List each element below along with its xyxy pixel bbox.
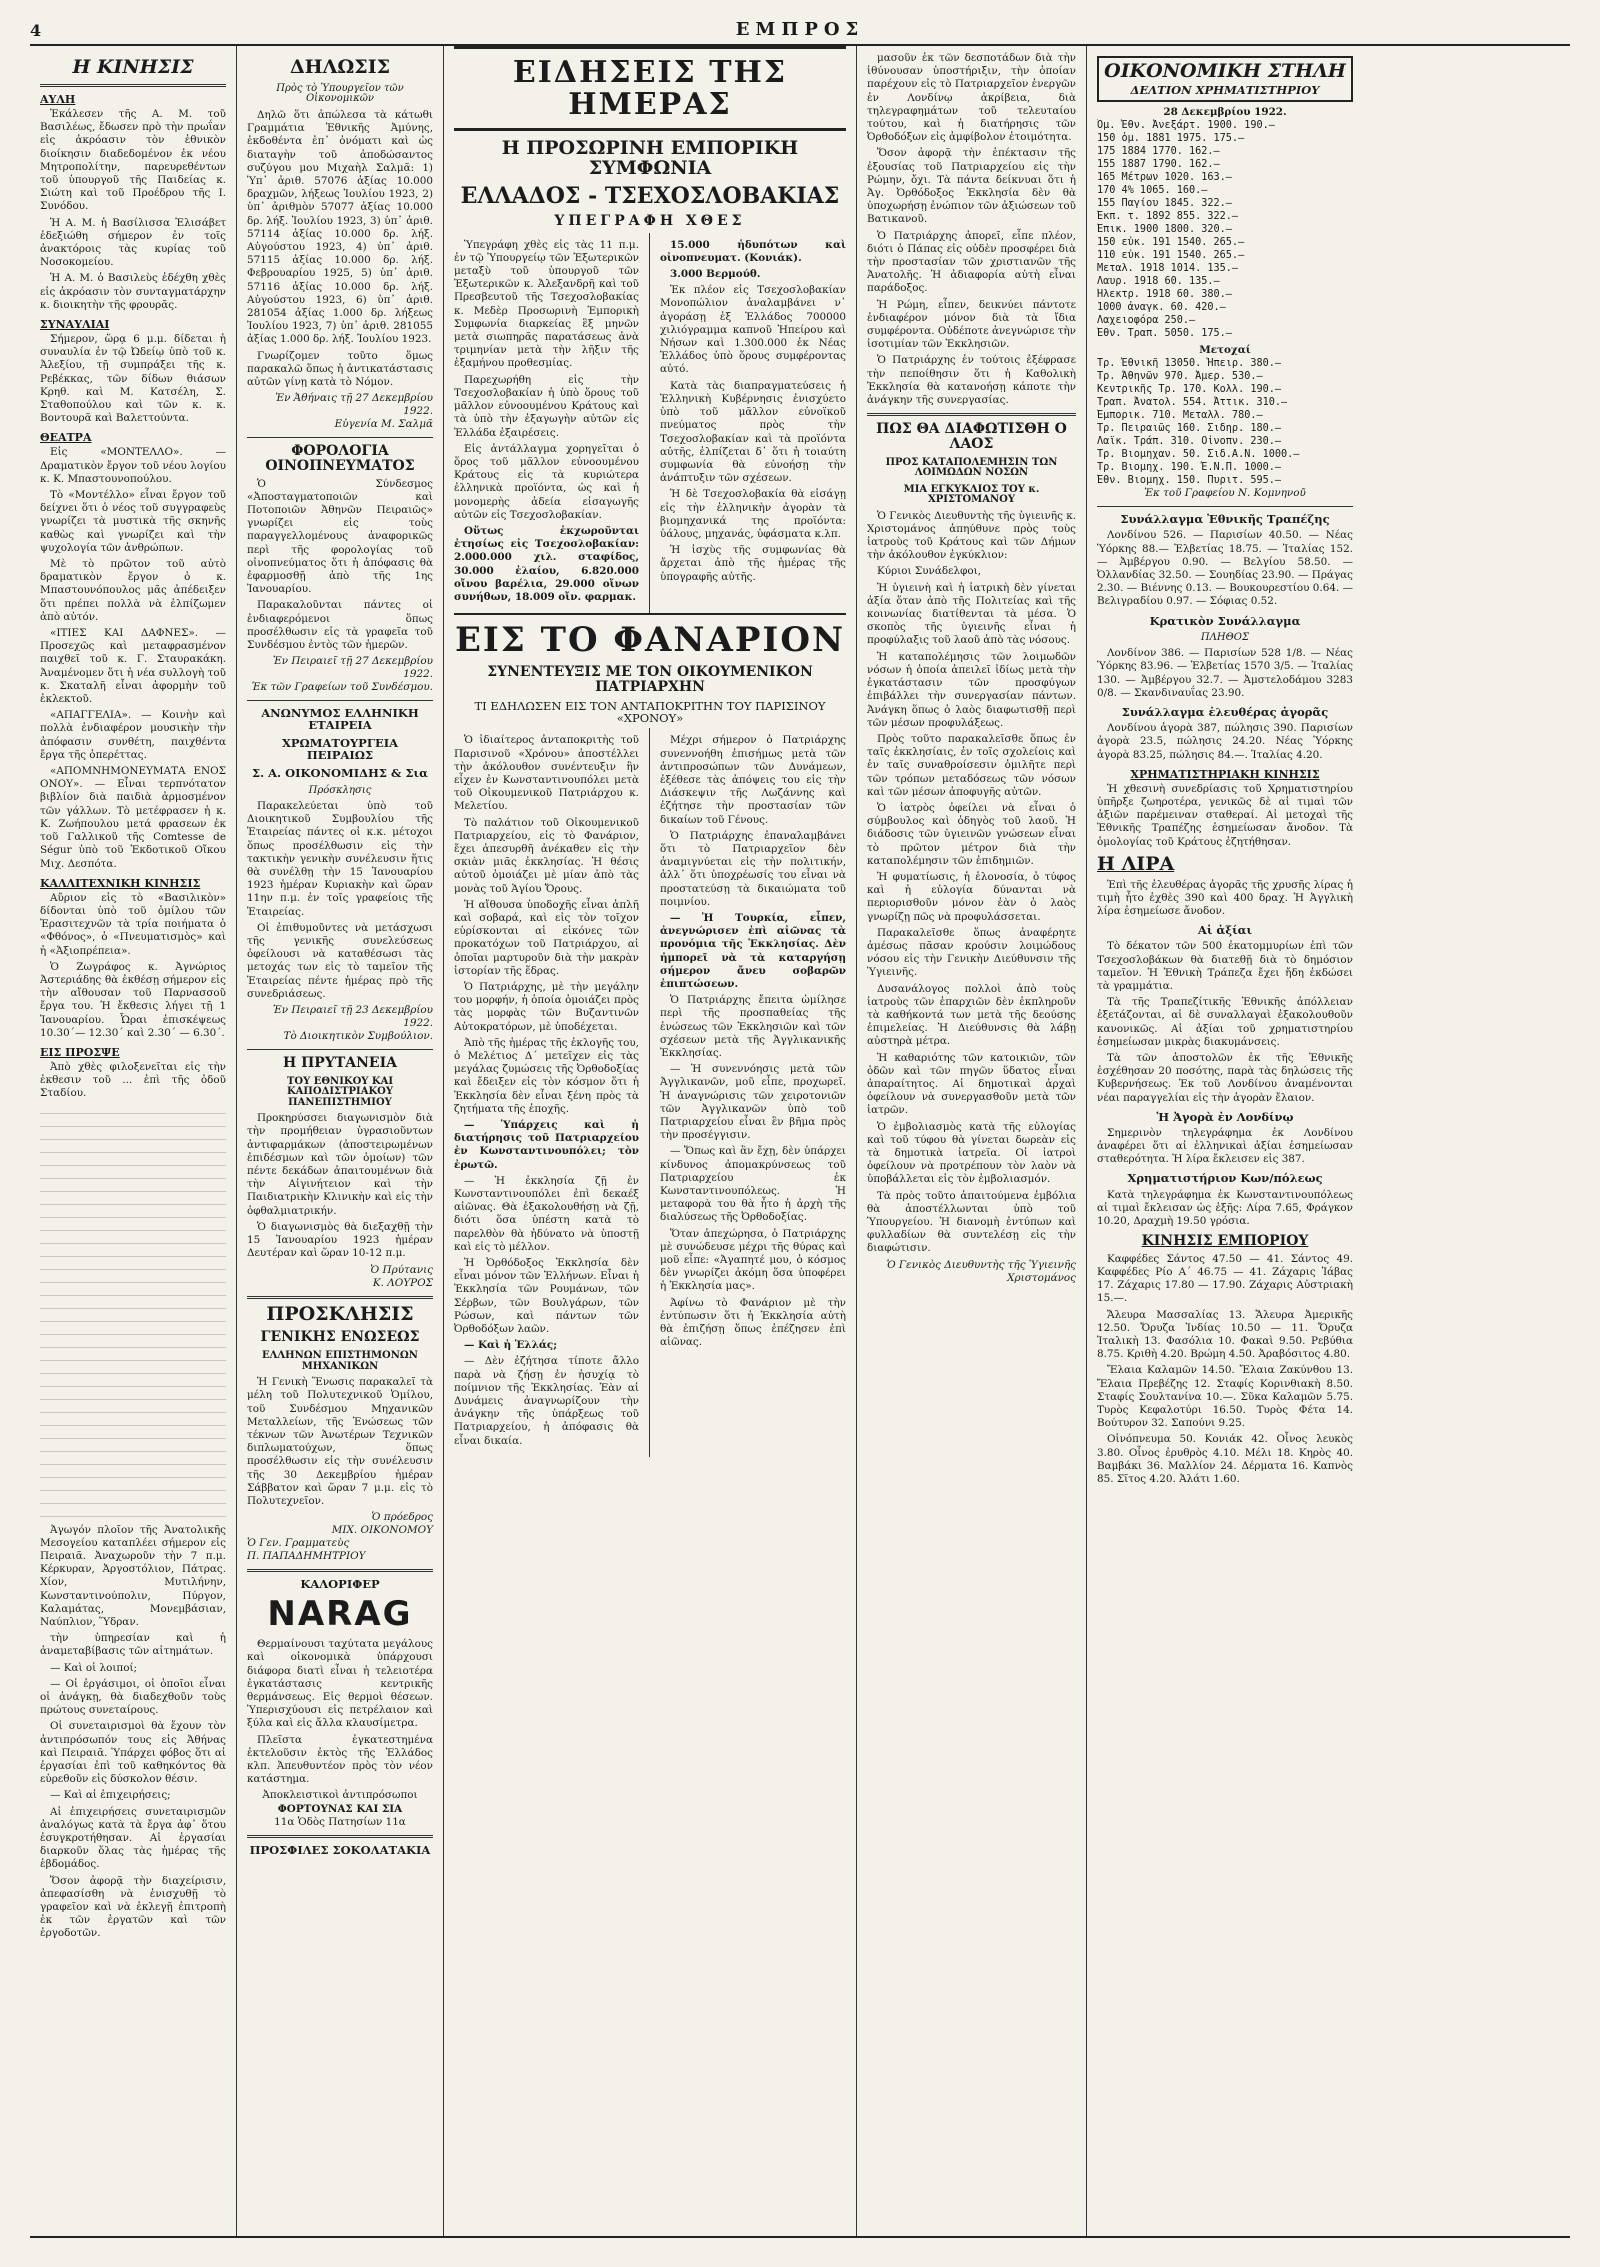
signature-line: Ὁ πρόεδρος: [371, 1511, 433, 1524]
paragraph: Αὔριον εἰς τὸ «Βασιλικὸν» δίδονται ὑπὸ τοῦ ὁμίλου τῶν Ἐρασιτεχνῶν τὰ τρία ποιήματα ὁ «Φθόνος», ὁ «Πνευματισμὸς» καὶ ἡ «Ἀξιοπρέπεια».: [40, 891, 226, 957]
divider: [454, 613, 846, 615]
quote-row: 165 Μέτρων 1020. 163.—: [1097, 172, 1232, 184]
paragraph: Ἐκάλεσεν τῆς Α. Μ. τοῦ Βασιλέως, ἔδωσεν πρὸ τὴν πρωΐαν εἰς ἀκρόασιν τὸν ἐθνικὸν διοίκησιν διαδεδομένον ἐκ νέου Μητροπολίτην, παρευρεθέντων τοῦ ὑπουργοῦ τῆς Παιδείας κ. Σιώτη καὶ τοῦ Προέδρου τῆς Ι. Συνόδου.: [40, 107, 226, 213]
quote-row: Ἡλεκτρ. 1918 60. 380.—: [1097, 289, 1232, 301]
notice-subheading: Πρὸς τὸ Ὑπουργεῖον τῶν Οἰκονομικῶν: [276, 82, 404, 105]
quote-row: 1000 ἀναγκ. 60. 420.—: [1097, 302, 1226, 314]
paragraph: Δυσανάλογος πολλοὶ ἀπὸ τοὺς ἰατροὺς τῶν ἐπαρχιῶν δὲν ἐκπληροῦν τὰ καθήκοντά των μετὰ τῆς δεούσης ἐπιμελείας. Ἡ Διεύθυνσις θὰ λάβῃ αὐστηρὰ μέτρα.: [867, 982, 1076, 1048]
paragraph: Μὲ τὸ πρῶτον τοῦ αὐτὸ δραματικὸν ἔργον ὁ κ. Μπαστουνόπουλος μᾶς ἀπέδειξεν ὅτι πρέπει πολλὰ νὰ ἐλπίζωμεν ἀπὸ αὐτόν.: [40, 558, 226, 623]
quote-row: 155 Παγίου 1845. 322.—: [1097, 198, 1232, 210]
paragraph: Εἰς «ΜΟΝΤΕΛΛΟ». — Δραματικὸν ἔργον τοῦ νέου λογίου κ. Κ. Μπαστουνοπούλου.: [40, 446, 226, 485]
economic-heading: ΟΙΚΟΝΟΜΙΚΗ ΣΤΗΛΗ: [1104, 60, 1346, 82]
divider: [247, 1049, 433, 1050]
notice-subheading: Πρόσκλησις: [308, 784, 372, 796]
lead-headline: Η ΠΡΟΣΩΡΙΝΗ ΕΜΠΟΡΙΚΗ ΣΥΜΦΩΝΙΑ: [501, 137, 799, 179]
section-title: Η ΛΙΡΑ: [1097, 852, 1175, 875]
paragraph: Παρεχωρήθη εἰς τὴν Τσεχοσλοβακίαν ἡ ὑπὸ ὅρους τοῦ μᾶλλον εὐνοουμένου Κράτους καὶ τὰ ὑπὸ τὴν ἐξαγωγὴν αὐτῶν εἰς Ἑλλάδα ἐξαιρέσεις.: [454, 373, 639, 439]
quote-row: Ὁμ. Ἐθν. Ἀνεξάρτ. 1900. 190.—: [1097, 120, 1275, 132]
lead-headline-2: ΕΛΛΑΔΟΣ - ΤΣΕΧΟΣΛΟΒΑΚΙΑΣ: [460, 182, 840, 209]
quote-row: Τρ. Ἀθηνῶν 970. Ἀμερ. 530.—: [1097, 371, 1263, 383]
paragraph: Δηλῶ ὅτι ἀπώλεσα τὰ κάτωθι Γραμμάτια Ἐθνικῆς Ἀμύνης, ἐκδοθέντα ἐπ᾽ ὀνόματι καὶ ὡς διαταγὴν τοῦ ἀποδώσαντος συζύγου μου Μιχαὴλ Σαλμᾶ: 1) Ὑπ᾽ ἀριθ. 57076 ἀξίας 10.000 δραχμῶν, λήξεως Ἰουλίου 1923, 2) ὑπ᾽ ἀριθμὸν 57077 ἀξίας 10.000 δρ. λήξ. Ἰουλίου 1923, 3) ὑπ᾽ ἀριθ. 57114 ἀξίας 10.000 δρ. λήξ. Αὐγούστου 1923, 4) ὑπ᾽ ἀριθ. 57115 ἀξίας 10.000 δρ. λήξ. Φεβρουαρίου 1925, 5) ὑπ᾽ ἀριθ. 57116 ἀξίας 10.000 δρ. λήξ. Αὐγούστου 1923, 6) ὑπ᾽ ἀριθ. 281054 ἀξίας 1.000 δρ. λήξεως Ἰουλίου 1923, 7) ὑπ᾽ ἀριθ. 281055 ἀξίας 1.000 δρ. λήξ. Ἰουλίου 1923.: [247, 108, 433, 346]
bond-quotes: [1097, 119, 1353, 340]
health-subheadline-2: ΜΙΑ ΕΓΚΥΚΛΙΟΣ ΤΟΥ κ. ΧΡΙΣΤΟΜΑΝΟΥ: [903, 483, 1040, 506]
paragraph: Σημερινὸν τηλεγράφημα ἐκ Λονδίνου ἀναφέρει ὅτι αἱ ἑλληνικαὶ ἀξίαι ἐσημείωσαν σταθερότητα. Ἡ λίρα ἔκλεισεν εἰς 387.: [1097, 1126, 1353, 1166]
banner-title: ΕΙΔΗΣΕΙΣ ΤΗΣ ΗΜΕΡΑΣ: [512, 55, 788, 122]
section-title: ΑΥΛΗ: [40, 92, 76, 106]
paragraph: — Ἡ Τουρκία, εἶπεν, ἀνεγνώρισεν ἐπὶ αἰῶνας τὰ προνόμια τῆς Ἐκκλησίας. Δὲν ἠμπορεῖ νὰ τὰ καταργήσῃ σήμερον ἄνευ σοβαρῶν ἐπιπτώσεων.: [660, 911, 846, 990]
quote-row: 150 ὁμ. 1881 1975. 175.—: [1097, 133, 1245, 145]
section-title: Συνάλλαγμα ἐλευθέρας ἀγορᾶς: [1121, 705, 1329, 720]
quote-row: Ἐκπ. τ. 1892 855. 322.—: [1097, 211, 1239, 223]
paragraph: Εἰς ἀντάλλαγμα χορηγεῖται ὁ ὅρος τοῦ μᾶλλον εὐνοουμένου Κράτους εἰς τὰ κυριώτερα ἐλληνικὰ προϊόντα, ὡς καὶ ἡ μονομερὴς ἀδεία εἰσαγωγῆς αὐτῶν εἰς Τσεχοσλοβακίαν.: [454, 442, 639, 521]
bulletin-date: 28 Δεκεμβρίου 1922.: [1163, 106, 1287, 118]
notice-subheading: ΧΡΩΜΑΤΟΥΡΓΕΙΑ ΠΕΙΡΑΙΩΣ: [281, 736, 399, 763]
economic-subheading: ΔΕΛΤΙΟΝ ΧΡΗΜΑΤΙΣΤΗΡΙΟΥ: [1130, 82, 1320, 97]
ad-address: 11α Ὁδὸς Πατησίων 11α: [274, 1815, 406, 1828]
masthead: [30, 0, 1570, 46]
quote-row: 150 εὐκ. 191 1540. 265.—: [1097, 237, 1245, 249]
paragraph: Ἡ Ρώμη, εἶπεν, δεικνύει πάντοτε ἐνδιαφέρον μόνον διὰ τὰ ἴδια συμφέροντα. Οὐδέποτε ἀνεγνώρισε τὴν ἰσοτιμίαν τῶν Ἐκκλησιῶν.: [867, 298, 1076, 351]
paragraph: Οἰνόπνευμα 50. Κονιάκ 42. Οἶνος λευκὸς 3.80. Οἶνος ἐρυθρὸς 4.10. Μέλι 18. Κηρὸς 40. Βαμβάκι 36. Μαλλίον 24. Δέρματα 16. Καπνὸς 85. Σῖτος 4.20. Ἀλάτι 1.60.: [1097, 1433, 1353, 1486]
paragraph: τὴν ὑπηρεσίαν καὶ ἡ ἀναμεταβίβασις τῶν αἰτημάτων.: [40, 1632, 226, 1658]
paragraph: Ἀπὸ τῆς ἡμέρας τῆς ἐκλογῆς του, ὁ Μελέτιος Δ΄ μετεῖχεν εἰς τὰς μεγάλας ζυμώσεις τῆς Ὀρθοδοξίας καὶ ἔδειξεν εἰς τὸν κόσμον ὅτι ἡ Ἐκκλησία δὲν εἶναι ξένη πρὸς τὰ ζητήματα τῆς ἐποχῆς.: [454, 1036, 639, 1115]
paragraph: Πρὸς τοῦτο παρακαλεῖσθε ὅπως ἐν ταῖς ἐκκλησίαις, ἐν τοῖς σχολείοις καὶ ἐν ταῖς συναθροίσεσιν ὁμιλῆτε περὶ τῶν τρόπων μεταδόσεως τῶν νόσων καὶ τῶν μέσων ἀποφυγῆς αὐτῶν.: [867, 732, 1076, 798]
quote-row: 110 εὐκ. 191 1540. 265.—: [1097, 250, 1245, 262]
lead-article-left: [444, 233, 650, 613]
masthead-title: ΕΜΠΡΟΣ: [735, 19, 865, 40]
section-title: ΚΑΛΛΙΤΕΧΝΙΚΗ ΚΙΝΗΣΙΣ: [40, 876, 201, 890]
divider: [247, 1569, 433, 1572]
paragraph: Ὁ ἰατρὸς ὀφείλει νὰ εἶναι ὁ σύμβουλος καὶ ὁδηγὸς τοῦ λαοῦ. Ἡ διάδοσις τῶν ὑγιεινῶν γνώσεων εἶναι τὸ πρῶτον μέτρον διὰ τὴν καταπολέμησιν τῶν ἐπιδημιῶν.: [867, 801, 1076, 867]
ad-address: Ἀποκλειστικοὶ ἀντιπρόσωποι: [262, 1789, 418, 1802]
quote-row: Τρ. Βιομηχ. 190. Ἐ.Ν.Π. 1000.—: [1097, 462, 1282, 474]
paragraph: Κατὰ τὰς διαπραγματεύσεις ἡ Ἑλληνικὴ Κυβέρνησις ἐνισχύετο ὑπὸ τοῦ μᾶλλον εὐνοϊκοῦ πνεύματος πρὸς τὴν Τσεχοσλοβακίαν καὶ τὰ προϊόντα αὐτῆς, ἐλπίζεται δ᾽ ὅτι ἡ τοιαύτη συμφωνία θὰ εὐνοήσῃ τὴν ἀνάπτυξιν τῶν σχέσεων.: [660, 379, 846, 485]
signature-name: ΜΙΧ. ΟΙΚΟΝΟΜΟΥ: [331, 1524, 433, 1537]
paragraph: Σήμερον, ὥρᾳ 6 μ.μ. δίδεται ἡ συναυλία ἐν τῷ Ὠδείῳ ὑπὸ τοῦ κ. Ἀλεξίου, τῇ συμπράξει τῆς κ. Ρεβέκκας, τῶν δίδων θιάσων Κρηθ. καὶ Μ. Κατσέλη, Σ. Σταθοπούλου καὶ τῶν κ. κ. Βοντουρᾶ καὶ Βαλεττούντα.: [40, 332, 226, 425]
phanar-subheadline: ΣΥΝΕΝΤΕΥΞΙΣ ΜΕ ΤΟΝ ΟΙΚΟΥΜΕΝΙΚΟΝ ΠΑΤΡΙΑΡΧΗΝ: [487, 663, 813, 695]
paragraph: — Δὲν ἐζήτησα τίποτε ἄλλο παρὰ νὰ ζήσῃ ἐν ἡσυχίᾳ τὸ ποίμνιον τῆς Ἐκκλησίας. Ἐὰν αἱ Δυνάμεις ἀναγνωρίζουν τὴν ἀνάγκην τῆς ὑπάρξεως τοῦ Πατριαρχείου, ἡ ἀπόφασις θὰ εἶναι δικαία.: [454, 1355, 639, 1447]
signature-name: Εὐγενία Μ. Σαλμᾶ: [334, 418, 433, 431]
quote-row: 170 4% 1065. 160.—: [1097, 185, 1208, 197]
section-title: ΧΡΗΜΑΤΙΣΤΗΡΙΑΚΗ ΚΙΝΗΣΙΣ: [1130, 767, 1320, 781]
columns: [30, 46, 1570, 2238]
ad-heading: ΠΡΟΣΦΙΛΕΣ ΣΟΚΟΛΑΤΑΚΙΑ: [249, 1843, 431, 1858]
bulletin-source: Ἐκ τοῦ Γραφείου Ν. Κομνηνοῦ: [1144, 487, 1306, 500]
phanar-article: [444, 728, 856, 1457]
paragraph: — Καὶ οἱ λοιποί;: [50, 1661, 138, 1674]
paragraph: Ὁ διαγωνισμὸς θὰ διεξαχθῇ τὴν 15 Ἰανουαρίου 1923 ἡμέραν Δευτέραν καὶ ὥραν 10-12 π.μ.: [247, 1220, 433, 1260]
paragraph: Τὰ τῆς Τραπεζίτικῆς Ἐθνικῆς ἀπόλλειαν ἐξετάζονται, αἱ δὲ συναλλαγαὶ ἐξακολουθοῦν κανονικῶς. Αἱ ἀξίαι τοῦ χρηματιστηρίου ἐσημείωσαν μικρὰς διακυμάνσεις.: [1097, 996, 1353, 1048]
paragraph: Λονδίνου ἀγορὰ 387, πώλησις 390. Παρισίων ἀγορὰ 23.5, πώλησις 24.20. Νέας Ὑόρκης ἀγορὰ 83.25, πώλησις 84.—. Ἰταλίας 4.20.: [1097, 722, 1353, 761]
quote-row: Ἐμπορικ. 710. Μεταλλ. 780.—: [1097, 410, 1263, 422]
divider: [1097, 506, 1353, 507]
section-title: Ἡ Ἀγορὰ ἐν Λονδίνῳ: [1156, 1109, 1294, 1124]
signature-line: Ὁ Γενικὸς Διευθυντὴς τῆς Ὑγιεινῆς: [886, 1258, 1076, 1271]
paragraph: Τὸ δέκατον τῶν 500 ἐκατομμυρίων ἐπὶ τῶν Τσεχοσλοβάκων θὰ διατεθῇ διὰ τὸ δημόσιον ταμεῖον. Ἡ Ἐθνικὴ Τράπεζα ἔχει ἤδη ἐκδώσει τὰ γραμμάτια.: [1097, 940, 1353, 992]
paragraph: Κύριοι Συνάδελφοι,: [877, 565, 982, 578]
paragraph: Ἀπὸ χθὲς φιλοξενεῖται εἰς τὴν ἐκθεσιν τοῦ ... ἐπὶ τῆς ὁδοῦ Σταδίου.: [40, 1060, 226, 1100]
divider: [247, 1296, 433, 1299]
divider: [40, 84, 226, 87]
page-number: 4: [30, 21, 42, 40]
paragraph: — Ἡ συνεννόησις μετὰ τῶν Ἀγγλικανῶν, μοῦ εἶπε, προχωρεῖ. Ἡ ἀναγνώρισις τῶν χειροτονιῶν τῶν Ἀγγλικανῶν ὑπὸ τοῦ Πατριαρχείου εἶναι ἓν βῆμα πρὸς τὴν προσέγγισιν.: [660, 1063, 846, 1142]
share-quotes: [1097, 357, 1353, 487]
notice-heading: Η ΠΡΥΤΑΝΕΙΑ: [282, 1055, 397, 1072]
paragraph: Ἡ καταπολέμησις τῶν λοιμωδῶν νόσων ἡ ὁποία ἀπειλεῖ ἰδίως μετὰ τὴν ἐγκατάστασιν τῶν προσφύγων ἐπιβάλλει τὴν συνεργασίαν πάντων. Ἀνάγκη ὅπως ὁ λαὸς διαφωτισθῇ περὶ τῶν μέσων προφυλάξεως.: [867, 650, 1076, 729]
lead-article: [444, 233, 856, 613]
paragraph: — Ἡ ἐκκλησία ζῇ ἐν Κωνσταντινουπόλει ἐπὶ δεκαέξ αἰῶνας. Θὰ ἐξακολουθήσῃ νὰ ζῇ, διότι ὅσα ὑπέστη κατὰ τὸ παρελθὸν θὰ ἠδύνατο νὰ ὑποστῇ καὶ εἰς τὸ μέλλον.: [454, 1174, 639, 1253]
notice-subheading: Σ. Α. ΟΙΚΟΝΟΜΙΔΗΣ & Σια: [252, 766, 428, 781]
notice-heading: ΑΝΩΝΥΜΟΣ ΕΛΛΗΝΙΚΗ ΕΤΑΙΡΕΙΑ: [261, 706, 419, 733]
quote-row: Τραπ. Ἀνατολ. 554. Ἀττικ. 310.—: [1097, 397, 1288, 409]
paragraph: «ΙΤΙΕΣ ΚΑΙ ΔΑΦΝΕΣ». — Προσεχῶς καὶ μεταφρασμένον παιχθεῖ τοῦ κ. Γ. Σταυρακάκη. Ἀναμένομεν ὅτι ἡ νέα συλλογὴ τοῦ κ. Σκαταλῆ εἶναι ἀφορμὴν τοῦ ἐκλεκτοῦ.: [40, 627, 226, 706]
paragraph: — Οἱ ἐργάσιμοι, οἱ ὁποῖοι εἶναι οἱ ἀνάγκῃ, θὰ διαδεχθοῦν τοὺς πρώτους συνεταίρους.: [40, 1677, 226, 1717]
paragraph: Ὅσον ἀφορᾷ τὴν ἐπέκτασιν τῆς ἐξουσίας τοῦ Πατριαρχείου εἰς τὴν Ρώμην, ὄχι. Τὰ πάντα δείκνυαι ὅτι ἡ Ἀγ. Ὀρθόδοξος Ἐκκλησία δὲν θὰ ὑποχωρήσῃ ἐνώπιον τῶν ἀξιώσεων τοῦ Βατικανοῦ.: [867, 147, 1076, 226]
paragraph: Ὁ Πατριάρχης ἔπειτα ὡμίλησε περὶ τῆς προσπαθείας τῆς ἑνώσεως τῶν Ἐκκλησιῶν καὶ τῶν σχέσεων μετὰ τῆς Ἀγγλικανικῆς Ἐκκλησίας.: [660, 994, 846, 1059]
paragraph: Ὁ Ζωγράφος κ. Ἀγνώριος Ἀστεριάδης θὰ ἐκθέσῃ σήμερον εἰς τὴν αἴθουσαν τοῦ Παρνασσοῦ ἔργα του. Ἡ ἔκθεσις λήγει τῇ 1 Ἰανουαρίου. Ὧραι ἐπισκέψεως 10.30΄— 12.30΄ καὶ 2.30΄ — 6.30΄.: [40, 960, 226, 1039]
kinisis-heading: Η ΚΙΝΗΣΙΣ: [72, 56, 194, 78]
notice-heading: ΦΟΡΟΛΟΓΙΑ ΟΙΝΟΠΝΕΥΜΑΤΟΣ: [265, 443, 415, 474]
paragraph: Γνωρίζομεν τοῦτο ὅμως παρακαλῶ ὅπως ἡ ἀντικατάστασις αὐτῶν γίνῃ κατὰ τὸ Νόμον.: [247, 349, 433, 388]
paragraph: Τὰ τῶν ἀποστολῶν ἐκ τῆς Ἐθνικῆς ἐσχέθησαν 20 ποσότης, παρὰ τὰς δηλώσεις τῆς Κυβερνήσεως. Ἐκ τοῦ Λονδίνου ἀναμένονται νέαι παραγγελίαι εἰς τὴν ἀγορὰν ἔλαιον.: [1097, 1051, 1353, 1104]
column-6: [1087, 46, 1363, 2236]
quote-row: 175 1884 1770. 162.—: [1097, 146, 1220, 158]
signature-line: Ἐν Πειραιεῖ τῇ 27 Δεκεμβρίου 1922.: [272, 655, 433, 681]
paragraph: Ἄλευρα Μασσαλίας 13. Ἄλευρα Ἀμερικῆς 12.50. Ὄρυζα Ἰνδίας 10.50 — 11. Ὄρυζα Ἰταλικὴ 13. Φασόλια 10. Φακαὶ 9.50. Ρεβύθια 8.75. Κριθὴ 4.20. Βρώμη 4.50. Ἀραβόσιτος 4.80.: [1097, 1308, 1353, 1361]
section-title: Αἱ ἀξίαι: [1197, 923, 1253, 938]
quote-row: Τρ. Ἐθνικῆ 13050. Ἡπειρ. 380.—: [1097, 358, 1282, 370]
paragraph: Ἡ ὑγιεινὴ καὶ ἡ ἰατρικὴ δὲν γίνεται ἀξία ὅταν ἀπὸ τῆς Πολιτείας καὶ τῆς κοινωνίας διατίθενται τὰ μέσα. Ὁ σκοπὸς τῆς ὑγιεινῆς εἶναι ἡ προφύλαξις τοῦ λαοῦ ἀπὸ τὰς νόσους.: [867, 581, 1076, 647]
center-column: [444, 46, 857, 2236]
paragraph: Ἡ Α. Μ. ὁ Βασιλεὺς ἐδέχθη χθὲς εἰς ἀκρόασιν τὸν συνταγματάρχην κ. διοικητὴν τῆς φρουρᾶς.: [40, 272, 226, 311]
paragraph: μασοῦν ἐκ τῶν δεσποτάδων διὰ τὴν ἰθύνουσαν ὑποστήριξιν, τὴν ὁποίαν παρέχουν εἰς τὸ Πατριαρχεῖον ἐνεργῶν ἐν Λονδίνῳ ἀκρίβεια, διὰ τηλεγραφημάτων τοῦ τελευταίου τούτου, καὶ ἡ διατήρησις τῶν Ὀρθοδόξων εἰς ἀμφίβολον ἐτοιμότητα.: [867, 52, 1076, 144]
paragraph: Ὁ Σύνδεσμος «Ἀποσταγματοποιῶν καὶ Ποτοποιῶν Ἀθηνῶν Πειραιῶς» γνωρίζει εἰς τοὺς παραγγελλομένους ἀναφορικῶς περὶ τῆς φορολογίας τοῦ οἰνοπνεύματος ὅτι ἡ ἀπόφασις θὰ ἐφαρμοσθῇ ἀπὸ τῆς 1ης Ἰανουαρίου.: [247, 477, 433, 596]
paragraph: «ΑΠΟΜΝΗΜΟΝΕΥΜΑΤΑ ΕΝΟΣ ΟΝΟΥ». — Εἶναι τερπνότατον βιβλίον διὰ παιδιὰ ἀρμοσμένον τῶν γάλλων. Τὸ μετέφρασεν ἡ κ. Κ. Ζωήπουλου μετά φρασεων ἐκ τοῦ Γαλλικοῦ τῆς Comtesse de Ségur ὑπὸ τοῦ Ἐκδοτικοῦ Οἴκου Μιχ. Δεσπότα.: [40, 765, 226, 870]
section-title: Κρατικὸν Συνάλλαγμα: [1149, 613, 1301, 628]
paragraph: Παρακελεύεται ὑπὸ τοῦ Διοικητικοῦ Συμβουλίου τῆς Ἑταιρείας πάντες οἱ κ.κ. μέτοχοι ὅπως προσέλθωσιν εἰς τὴν τακτικὴν γενικὴν συνέλευσιν ἥτις θὰ συνέλθῃ τὴν 15 Ἰανουαρίου 1923 ἡμέραν Κυριακὴν καὶ ὥραν 11ην π.μ. ἐν τοῖς γραφείοις τῆς Ἑταιρείας.: [247, 800, 433, 918]
paragraph: Αἱ ἐπιχειρήσεις συνεταιρισμῶν ἀναλόγως κατὰ τὰ ἔργα ἀφ᾽ ὅτου ἐσυγκροτήθησαν. Αἱ ἐργασίαι διαρκοῦν ὅλας τὰς ἡμέρας τῆς ἑβδομάδος.: [40, 1805, 226, 1871]
section-title: ΚΙΝΗΣΙΣ ΕΜΠΟΡΙΟΥ: [1141, 1233, 1309, 1250]
paragraph: Καφφέδες Σάντος 47.50 — 41. Σάντος 49. Καφφέδες Ρίο Α΄ 46.75 — 41. Ζάχαρις Ἰάβας 17. Ζάχαρις 17.80 — 17.90. Ζάχαρις Αὐστριακὴ 15.—.: [1097, 1252, 1353, 1305]
notice-subheading: ΓΕΝΙΚΗΣ ΕΝΩΣΕΩΣ: [260, 1329, 420, 1346]
paragraph: — Ὑπάρχεις καὶ ἡ διατήρησις τοῦ Πατριαρχείου ἐν Κωνσταντινουπόλει; τὸν ἐρωτῶ.: [454, 1119, 639, 1171]
paragraph: Πλεῖστα ἐγκατεστημένα ἐκτελοῦσιν ἐκτὸς τῆς Ἑλλάδος κλπ. Ἀπευθυντέον πρὸς τὸν νέον κατάστημα.: [247, 1733, 433, 1786]
divider: [247, 1835, 433, 1838]
signature-name: Χριστομάνος: [1007, 1271, 1076, 1284]
paragraph: Τὸ «Μοντέλλο» εἶναι ἔργον τοῦ δείχνει ὅτι ὁ νέος τοῦ συγγραφεὺς γνωρίζει τὰ μυστικὰ τῆς σκηνῆς καθὼς καὶ γνωρίζει καὶ τὴν ψυχολογία τῶν ἀνθρώπων.: [40, 489, 226, 554]
paragraph: Ἡ Ὀρθόδοξος Ἐκκλησία δὲν εἶναι μόνον τῶν Ἑλλήνων. Εἶναι ἡ Ἐκκλησία τῶν Ρουμάνων, τῶν Σέρβων, τῶν Βουλγάρων, τῶν Ρώσων, καὶ πάντων τῶν Ὀρθοδόξων λαῶν.: [454, 1257, 639, 1336]
paragraph: Λονδίνον 386. — Παρισίων 528 1/8. — Νέας Ὑόρκης 83.96. — Ἑλβετίας 1570 3/5. — Ἰταλίας 130. — Ἀμβέργου 32.7. — Ἀμστελοδάμου 3283 0/8. — Σκανδιναυΐας 23.90.: [1097, 647, 1353, 699]
quote-row: Τρ. Βιομηχαν. 50. Σιδ.Α.Ν. 1000.—: [1097, 449, 1300, 461]
section-title: Χρηματιστήριον Κων/πόλεως: [1127, 1171, 1323, 1186]
paragraph: Ὅταν ἀπεχώρησα, ὁ Πατριάρχης μὲ συνώδευσε μέχρι τῆς θύρας καὶ μοῦ εἶπε: «Ἀγαπητέ μου, ὁ κόσμος δὲν γνωρίζει ἀκόμη ὅσα ὑποφέρει ἡ Ἐκκλησία μας».: [660, 1227, 846, 1293]
paragraph: Ὁ Γενικὸς Διευθυντὴς τῆς ὑγιεινῆς κ. Χριστομάνος ἀπηύθυνε πρὸς τοὺς ἰατροὺς τοῦ Κράτους καὶ τῶν Δήμων τὴν ἀκόλουθον ἐγκύκλιον:: [867, 509, 1076, 562]
paragraph: Ἡ φυματίωσις, ἡ ἑλονοσία, ὁ τύφος καὶ ἡ εὐλογία δύνανται νὰ περιορισθοῦν μόνον ἐὰν ὁ λαὸς γνωρίζῃ πῶς νὰ προφυλάσσεται.: [867, 870, 1076, 923]
paragraph: Ἔλαια Καλαμῶν 14.50. Ἔλαια Ζακύνθου 13. Ἔλαια Πρεβέζης 12. Σταφίς Κορινθιακὴ 8.50. Σταφίς Σουλτανίνα 10.—. Σῦκα Καλαμῶν 5.75. Τυρὸς Κεφαλοτύρι 16.50. Τυρὸς Φέτα 14. Βούτυρον 32. Σαπούνι 9.25.: [1097, 1364, 1353, 1430]
illegible-text-block: [40, 1104, 226, 1524]
paragraph: Ὁ ἰδιαίτερος ἀνταποκριτὴς τοῦ Παρισινοῦ «Χρόνου» ἀποστέλλει τὴν ἀκόλουθον συνέντευξιν ἣν εἶχεν ἐν Κωνσταντινουπόλει μετὰ τοῦ Οἰκουμενικοῦ Πατριάρχου κ. Μελετίου.: [454, 734, 639, 813]
signature-line: Ἐν Πειραιεῖ τῇ 23 Δεκεμβρίου 1922.: [272, 1004, 433, 1030]
column-5: [857, 46, 1087, 2236]
paragraph: Οὕτως ἐκχωροῦνται ἐτησίως εἰς Τσεχοσλοβακίαν: 2.000.000 χιλ. σταφίδος, 30.000 ἐλαίου, 6.820.000 οἴνου βαρέλια, 29.000 οἴνων συνήθων, 18.009 οἴν. φαρμακ.: [454, 524, 639, 603]
section-subtitle: ΠΛΗΘΟΣ: [1200, 631, 1250, 643]
paragraph: Λονδίνου 526. — Παρισίων 40.50. — Νέας Ὑόρκης 88.— Ἑλβετίας 18.75. — Ἰταλίας 152. — Ἀμβέργου 0.90. — Βελγίου 58.50. — Ὀλλανδίας 32.50. — Σουηδίας 23.90. — Πράγας 2.30. — Βιέννης 0.13. — Βουκουρεστίου 0.64. — Βελιγραδίου 0.97. — Σόφιας 0.52.: [1097, 529, 1353, 608]
signature-name: Κ. ΛΟΥΡΟΣ: [372, 1276, 433, 1289]
paragraph: Ἡ δὲ Τσεχοσλοβακία θὰ εἰσάγῃ εἰς τὴν ἑλληνικὴν ἀγορὰν τὰ βιομηχανικά της προϊόντα: ὑάλους, μηχανάς, ὑφάσματα κ.λπ.: [660, 488, 846, 540]
paragraph: Ὁ ἐμβολιασμὸς κατὰ τῆς εὐλογίας καὶ τοῦ τύφου θὰ γίνεται δωρεὰν εἰς τὰ δημοτικὰ ἰατρεῖα. Οἱ ἰατροὶ ὀφείλουν νὰ προτρέπουν τὸν λαὸν νὰ ὑποβάλλεται εἰς τὸν ἐμβολιασμόν.: [867, 1120, 1076, 1186]
paragraph: Τὸ παλάτιον τοῦ Οἰκουμενικοῦ Πατριαρχείου, εἰς τὸ Φανάριον, ἔχει ἀπεσυρθῆ ἀνέκαθεν εἰς τὴν σκιὰν μιᾶς ἐκκλησίας. Ἡ θέσις αὐτοῦ ὁμοιάζει μὲ μίαν ἀπὸ τὰς μονὰς τοῦ Ἁγίου Ὄρους.: [454, 816, 639, 895]
paragraph: Ἡ ἰσχὺς τῆς συμφωνίας θὰ ἄρχεται ἀπὸ τῆς ἡμέρας τῆς ὑπογραφῆς αὐτῆς.: [660, 544, 846, 583]
quote-row: Μεταλ. 1918 1014. 135.—: [1097, 263, 1239, 275]
paragraph: Μέχρι σήμερον ὁ Πατριάρχης συνεννοήθη ἐπισήμως μετὰ τῶν ἀντιπροσώπων τῶν Δυνάμεων, ἐξέθεσε τὰς ἀπόψεις του εἰς τὴν Διάσκεψιν τῆς Λωζάννης καὶ ἐζήτησε τὴν προστασίαν τῶν δικαίων τοῦ Γένους.: [660, 734, 846, 826]
quote-row: Λαϊκ. Τράπ. 310. Οἰνοπν. 230.—: [1097, 436, 1282, 448]
news-banner: [454, 46, 846, 131]
quote-row: Ἐθν. Βιομηχ. 150. Πυριτ. 595.—: [1097, 475, 1282, 487]
paragraph: 3.000 Βερμούθ.: [670, 268, 761, 281]
divider: [867, 413, 1076, 416]
quote-row: 155 1887 1790. 162.—: [1097, 159, 1220, 171]
paragraph: Τὰ πρὸς τοῦτο ἀπαιτούμενα ἐμβόλια θὰ ἀποστέλλωνται ὑπὸ τοῦ Ὑπουργείου. Ἡ διανομὴ ἐντύπων καὶ φυλλαδίων θὰ συντελέσῃ εἰς τὴν διαφώτισιν.: [867, 1189, 1076, 1255]
paragraph: Ὁ Πατριάρχης, μὲ τὴν μεγάλην του μορφήν, ἡ ὁποία ὁμοιάζει πρὸς τὰς μορφὰς τῶν Βυζαντινῶν Αὐτοκρατόρων, μὲ ὑποδέχεται.: [454, 980, 639, 1033]
paragraph: Οἱ συνεταιρισμοὶ θὰ ἔχουν τὸν ἀντιπρόσωπόν τους εἰς Ἀθήνας καὶ Πειραιᾶ. Ὑπάρχει φόβος ὅτι αἱ ἐργασίαι ἐπὶ τοῦ καθηκόντος θὰ εὑρεθοῦν εἰς δύσκολον θέσιν.: [40, 1720, 226, 1786]
phanar-subheadline-2: ΤΙ ΕΔΗΛΩΣΕΝ ΕΙΣ ΤΟΝ ΑΝΤΑΠΟΚΡΙΤΗΝ ΤΟΥ ΠΑΡΙΣΙΝΟΥ «ΧΡΟΝΟΥ»: [474, 699, 826, 726]
phanar-article-right: [650, 728, 856, 1457]
signature-name: Π. ΠΑΠΑΔΗΜΗΤΡΙΟΥ: [247, 1550, 366, 1563]
paragraph: Ἡ Γενικὴ Ἕνωσις παρακαλεῖ τὰ μέλη τοῦ Πολυτεχνικοῦ Ὁμίλου, τοῦ Συνδέσμου Μηχανικῶν Μεταλλείων, τῆς Ἑνώσεως τῶν τέκνων τῶν Ἀνωτέρων Τεχνικῶν διπλωματούχων, ὅπως προσέλθωσιν εἰς τὴν συνέλευσιν τῆς 30 Δεκεμβρίου ἡμέραν Σάββατον καὶ ὥραν 7 μ.μ. εἰς τὸ Πολυτεχνεῖον.: [247, 1376, 433, 1507]
column-1: [30, 46, 237, 2236]
paragraph: Ὁ Πατριάρχης ἐν τούτοις ἐξέφρασε τὴν πεποίθησιν ὅτι ἡ Καθολικὴ Ἐκκλησία θὰ κατανοήσῃ κάποτε τὴν ἀνάγκην τῆς συνεργασίας.: [867, 354, 1076, 407]
section-title: ΣΥΝΑΥΛΙΑΙ: [40, 317, 110, 331]
paragraph: Παρακαλοῦνται πάντες οἱ ἐνδιαφερόμενοι ὅπως προσέλθωσιν εἰς τὰ γραφεῖα τοῦ Συνδέσμου ἐντὸς τῶν ἡμερῶν.: [247, 599, 433, 652]
quote-row: Ἐθν. Τραπ. 5050. 175.—: [1097, 328, 1232, 340]
paragraph: 15.000 ἡδυπότων καὶ οἰνοπνευματ. (Κονιάκ).: [660, 238, 846, 264]
quote-row: Τρ. Πειραιῶς 160. Σιδηρ. 180.—: [1097, 423, 1282, 435]
paragraph: Ἀφίνω τὸ Φανάριον μὲ τὴν ἐντύπωσιν ὅτι ἡ Ἐκκλησία αὐτὴ θὰ ἐπιζήσῃ ὅπως ἐπέζησεν ἐπὶ αἰῶνας.: [660, 1296, 846, 1349]
section-title: ΘΕΑΤΡΑ: [40, 431, 92, 445]
divider: [247, 437, 433, 438]
paragraph: Κατὰ τηλεγράφημα ἐκ Κωνσταντινουπόλεως αἱ τιμαὶ ἔκλεισαν ὡς ἑξῆς: Λίρα 7.65, Φράγκον 10.20, Δραχμὴ 19.50 γρόσια.: [1097, 1188, 1353, 1227]
phanar-article-left: [444, 728, 650, 1457]
phanar-headline: ΕΙΣ ΤΟ ΦΑΝΑΡΙΟΝ: [454, 620, 846, 661]
signature-line: Ἐν Ἀθήναις τῇ 27 Δεκεμβρίου 1922.: [275, 392, 433, 418]
signature-line: Ὁ Γεν. Γραμματεὺς: [247, 1537, 350, 1550]
paragraph: Ὅσον ἀφορᾷ τὴν διαχείρισιν, ἀπεφασίσθη νὰ ἐνισχυθῇ τὸ γραφεῖον καὶ νὰ ἐκλεγῇ ἐπιτροπὴ ἐκ τῶν ἐργατῶν καὶ τῶν ἐργοδοτῶν.: [40, 1874, 226, 1940]
paragraph: Ἡ χθεσινὴ συνεδρίασις τοῦ Χρηματιστηρίου ὑπῆρξε ζωηροτέρα, γενικῶς δὲ αἱ τιμαὶ τῶν ἀξιῶν παρέμειναν σταθεραί. Αἱ μετοχαὶ τῆς Ἐθνικῆς Τραπέζης ἐσημείωσαν ἄνοδον. Τὰ ὁμολογίας τοῦ Κράτους ἐζητήθησαν.: [1097, 782, 1353, 848]
notice-heading: ΔΗΛΩΣΙΣ: [289, 56, 391, 78]
notice-heading: ΠΡΟΣΚΛΗΣΙΣ: [266, 1302, 414, 1325]
section-title: Συνάλλαγμα Ἐθνικῆς Τραπέζης: [1120, 512, 1330, 527]
health-headline: ΠΩΣ ΘΑ ΔΙΑΦΩΤΙΣΘΗ Ο ΛΑΟΣ: [876, 421, 1067, 452]
quote-row: Ἐπικ. 1900 1800. 320.—: [1097, 224, 1232, 236]
health-subheadline: ΠΡΟΣ ΚΑΤΑΠΟΛΕΜΗΣΙΝ ΤΩΝ ΛΟΙΜΩΔΩΝ ΝΟΣΩΝ: [885, 456, 1058, 479]
notice-subheading: ΤΟΥ ΕΘΝΙΚΟΥ ΚΑΙ ΚΑΠΟΔΙΣΤΡΙΑΚΟΥ ΠΑΝΕΠΙΣΤΗΜΙΟΥ: [286, 1075, 394, 1108]
paragraph: Παρακαλεῖσθε ὅπως ἀναφέρητε ἀμέσως πᾶσαν κρούσιν λοιμώδους νόσου εἰς τὴν Γενικὴν Διεύθυνσιν τῆς Ὑγιεινῆς.: [867, 926, 1076, 979]
signature-line: Ὁ Πρύτανις: [370, 1263, 433, 1276]
lead-article-right: [650, 233, 856, 613]
quote-row: Λαυρ. 1918 60. 135.—: [1097, 276, 1220, 288]
divider: [247, 700, 433, 701]
paragraph: Θερμαίνουσι ταχύτατα μεγάλους καὶ οἰκονομικὰ ὑπάρχουσι διάφορα διατὶ εἶναι ἡ τελειοτέρα ἐγκατάστασις κεντρικῆς θερμάνσεως. Εἰς θερμοὶ θέσεων. Ὑπερισχύουσι εἰς πετρέλαιον καὶ ξύλα καὶ εἰς ἄλλα κλαυσίμετρα.: [247, 1638, 433, 1730]
quote-row: Λαχειοφόρα 250.—: [1097, 315, 1196, 327]
ad-address: ΦΟΡΤΟΥΝΑΣ ΚΑΙ ΣΙΑ: [277, 1802, 403, 1815]
paragraph: Ἡ καθαριότης τῶν κατοικιῶν, τῶν ὁδῶν καὶ τῶν πηγῶν ὕδατος εἶναι ἀπαραίτητος. Αἱ δημοτικαὶ ἀρχαὶ ὀφείλουν νὰ συνεργασθοῦν μετὰ τῶν ἰατρῶν.: [867, 1051, 1076, 1117]
notice-subheading: ΕΛΛΗΝΩΝ ΕΠΙΣΤΗΜΟΝΩΝ ΜΗΧΑΝΙΚΩΝ: [262, 1350, 418, 1372]
paragraph: — Ὅπως καὶ ἂν ἔχῃ, δὲν ὑπάρχει κίνδυνος ἀπομακρύνσεως τοῦ Πατριαρχείου ἐκ Κωνσταντινουπόλεως. Ἡ μεταφορὰ του θὰ ἦτο ἡ ἀρχὴ τῆς διαλύσεως τῆς Ὀρθοδοξίας.: [660, 1145, 846, 1224]
lead-subheadline: ΥΠΕΓΡΑΦΗ ΧΘΕΣ: [554, 212, 746, 229]
paragraph: Οἱ ἐπιθυμοῦντες νὰ μετάσχωσι τῆς γενικῆς συνελεύσεως ὀφείλουσι νὰ καταθέσωσι τὰς μετοχάς των εἰς τὸ ταμεῖον τῆς Ἑταιρείας πέντε ἡμέρας πρὸ τῆς συνεδριάσεως.: [247, 921, 433, 1000]
paragraph: Ἡ αἴθουσα ὑποδοχῆς εἶναι ἁπλῆ καὶ σοβαρά, καὶ εἰς τὸν τοῖχον εὑρίσκονται αἱ εἰκόνες τῶν προκατόχων τοῦ Πατριάρχου, αἱ ὁποῖαι μαρτυροῦν διὰ τὴν μακρὰν ἱστορίαν τῆς ἕδρας.: [454, 898, 639, 977]
paragraph: Ἀγωγόν πλοῖον τῆς Ἀνατολικῆς Μεσογείου καταπλέει σήμερον εἰς Πειραιᾶ. Ἀναχωροῦν τὴν 7 π.μ. Κέρκυραν, Ἀργοστόλιον, Πάτρας. Χίον, Μυτιλήνην, Κωνσταντινούπολιν, Πύργον, Καλαμάτας, Μονεμβάσιαν, Ναύπλιον, Ὕδραν.: [40, 1523, 226, 1628]
paragraph: Ὁ Πατριάρχης ἐπαναλαμβάνει ὅτι τὸ Πατριαρχεῖον δὲν ἀναμιγνύεται εἰς τὴν πολιτικήν, ἀλλ᾽ ὅτι ὑποχρέωσίς του εἶναι νὰ προστατεύσῃ τὰ δικαιώματα τοῦ ποιμνίου.: [660, 829, 846, 908]
paragraph: «ΑΠΑΓΓΕΛΙΑ». — Κοινὴν καὶ πολλὰ ἐνδιαφέρον μουσικὴν τὴν ἀπόφασιν συνθέτη, παιχθέντα ἔργα τῆς ὁπερέττας.: [40, 709, 226, 761]
column-2: [237, 46, 444, 2236]
paragraph: — Καὶ ἡ Ἑλλάς;: [464, 1339, 558, 1352]
signature-name: Τὸ Διοικητικὸν Συμβούλιον.: [283, 1030, 433, 1043]
ad-heading: ΚΑΛΟΡΙΦΕΡ: [300, 1577, 380, 1592]
paragraph: Ἡ Α. Μ. ἡ Βασίλισσα Ἐλισάβετ ἐδεξιώθη σήμερον ἐν τοῖς ἀνακτόροις τὰς κυρίας τοῦ Νοσοκομείου.: [40, 216, 226, 269]
paragraph: Ἐπὶ τῆς ἐλευθέρας ἀγορᾶς τῆς χρυσῆς λίρας ἡ τιμὴ ἦτο ἐχθὲς 390 καὶ 400 δραχ. Ἡ Ἀγγλικὴ λίρα ἐσημείωσε ἄνοδον.: [1097, 878, 1353, 918]
paragraph: Ὑπεγράφη χθὲς εἰς τὰς 11 π.μ. ἐν τῷ Ὑπουργείῳ τῶν Ἐξωτερικῶν μεταξὺ τοῦ ὑπουργοῦ τῶν Ἐξωτερικῶν κ. Ἀλεξανδρῆ καὶ τοῦ Πρεσβευτοῦ τῆς Τσεχοσλοβακίας κ. Μεδὲρ Προσωρινὴ Ἐμπορικὴ Συμφωνία διαρκείας ἓξ μηνῶν μετὰ σιωπηρᾶς παρατάσεως ἀνὰ τριμηνίαν μετὰ τὴν λῆξιν τῆς ἑξαμήνου προθεσμίας.: [454, 238, 639, 370]
paragraph: Ἐκ πλέον εἰς Τσεχοσλοβακίαν Μονοπώλιον ἀναλαμβάνει ν᾽ ἀγοράσῃ ἐξ Ἑλλάδος 700000 χιλιόγραμμα καπνοῦ Ἠπείρου καὶ Νήσων καὶ 1.300.000 ἐκ Νέας Ἑλλάδος ὑπὸ ὅρους συμφέροντας αὐτό.: [660, 284, 846, 376]
economic-header-box: [1097, 56, 1353, 102]
section-title: ΕΙΣ ΠΡΟΣΨΕ: [40, 1045, 120, 1059]
paragraph: Ὁ Πατριάρχης ἀπορεῖ, εἶπε πλέον, διότι ὁ Πάπας εἰς οὐδὲν προσφέρει διὰ τὴν προστασίαν τῶν χριστιανῶν τῆς Ἀνατολῆς. Ἡ ἀδιαφορία αὐτὴ εἶναι παράδοξος.: [867, 229, 1076, 295]
ad-brand: NARAG: [267, 1594, 413, 1635]
paragraph: — Καὶ αἱ ἐπιχειρήσεις;: [50, 1789, 171, 1802]
signature-name: Ἐκ τῶν Γραφείων τοῦ Συνδέσμου.: [251, 681, 433, 694]
paragraph: Προκηρύσσει διαγωνισμὸν διὰ τὴν προμήθειαν ὑγρασιοῦντων ἀντιφαρμάκων (ἀποστειρωμένων ἐπιδέσμων καὶ τῶν ὁμοίων) τῶν πέντε δεκάδων ἀπαιτουμένων διὰ τὴν Αἰγινήτειον καὶ τὴν Παιδιατρικὴν Κλινικὴν καὶ εἰς τὴν ὀφθαλμιατρικήν.: [247, 1112, 433, 1217]
quote-row: Κεντρικῆς Τρ. 170. Κολλ. 190.—: [1097, 384, 1282, 396]
shares-title: Μετοχαί: [1199, 344, 1251, 357]
